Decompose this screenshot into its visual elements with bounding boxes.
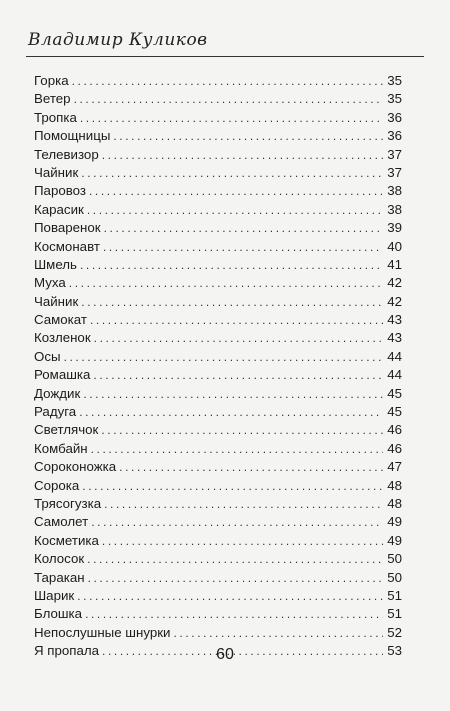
toc-entry-page: 45: [387, 385, 402, 401]
toc-entry: [34, 109, 402, 127]
toc-entry-title: Я пропала: [34, 643, 100, 659]
toc-entry-page: 36: [387, 128, 402, 144]
toc-entry: [34, 440, 402, 458]
toc-entry-page: 50: [387, 569, 402, 585]
toc-leader-dots: [104, 219, 383, 237]
toc-entry-page: 38: [387, 201, 402, 217]
toc-entry-page: 49: [387, 514, 402, 530]
toc-entry: [34, 458, 402, 476]
toc-entry-title: Комбайн: [34, 440, 88, 456]
header-rule: [26, 56, 424, 57]
toc-entry-page: 48: [387, 495, 402, 511]
toc-leader-dots: [90, 311, 383, 329]
toc-entry: [34, 329, 402, 347]
toc-entry-title: Телевизор: [34, 146, 99, 162]
toc-entry-page: 40: [387, 238, 402, 254]
toc-entry-title: Блошка: [34, 606, 83, 622]
toc-leader-dots: [93, 366, 383, 384]
toc-leader-dots: [87, 550, 383, 568]
toc-entry-page: 35: [387, 73, 402, 88]
toc-entry-title: Тропка: [34, 109, 77, 125]
toc-leader-dots: [91, 440, 383, 458]
toc-leader-dots: [88, 569, 383, 587]
toc-entry-title: Сороконожка: [34, 459, 117, 475]
toc-leader-dots: [94, 329, 383, 347]
toc-entry-title: Светлячок: [34, 422, 99, 438]
toc-entry: [34, 605, 402, 623]
toc-leader-dots: [102, 146, 383, 164]
toc-leader-dots: [113, 127, 383, 145]
toc-entry-title: Самолет: [34, 514, 89, 530]
toc-leader-dots: [64, 348, 383, 366]
toc-leader-dots: [74, 90, 383, 108]
toc-entry-title: Чайник: [34, 164, 79, 180]
toc-leader-dots: [81, 293, 383, 311]
toc-leader-dots: [91, 513, 383, 531]
toc-entry-title: Паровоз: [34, 183, 86, 199]
toc-entry: [34, 293, 402, 311]
toc-entry-title: Чайник: [34, 293, 79, 309]
toc-entry: [34, 513, 402, 531]
toc-leader-dots: [80, 256, 383, 274]
toc-entry-title: Помощницы: [34, 128, 111, 144]
toc-entry-page: 51: [387, 587, 402, 603]
toc-leader-dots: [69, 274, 383, 292]
toc-leader-dots: [72, 72, 383, 90]
toc-leader-dots: [85, 605, 383, 623]
toc-leader-dots: [101, 421, 383, 439]
toc-entry: [34, 182, 402, 200]
toc-entry-page: 52: [387, 624, 402, 640]
toc-entry-title: Дождик: [34, 385, 81, 401]
toc-entry-page: 45: [387, 404, 402, 420]
toc-entry-page: 41: [387, 256, 402, 272]
toc-entry: [34, 532, 402, 550]
toc-entry-title: Горка: [34, 73, 69, 88]
toc-entry-page: 43: [387, 312, 402, 328]
toc-entry-page: 39: [387, 220, 402, 236]
toc-entry-title: Осы: [34, 348, 61, 364]
toc-entry: [34, 238, 402, 256]
toc-entry-page: 46: [387, 422, 402, 438]
toc-entry-page: 44: [387, 348, 402, 364]
toc-entry-title: Ветер: [34, 91, 71, 107]
toc-entry-page: 49: [387, 532, 402, 548]
toc-entry-title: Трясогузка: [34, 495, 102, 511]
toc-entry-title: Карасик: [34, 201, 84, 217]
toc-entry-title: Косметика: [34, 532, 99, 548]
toc-entry: [34, 72, 402, 90]
toc-entry: [34, 385, 402, 403]
toc-leader-dots: [87, 201, 383, 219]
toc-entry-page: 43: [387, 330, 402, 346]
toc-entry-page: 37: [387, 146, 402, 162]
toc-entry-page: 48: [387, 477, 402, 493]
toc-entry: [34, 274, 402, 292]
toc-leader-dots: [103, 238, 383, 256]
toc-leader-dots: [79, 403, 383, 421]
toc-entry-title: Ромашка: [34, 367, 91, 383]
running-head: Владимир Куликов: [28, 30, 208, 50]
toc-entry-title: Колосок: [34, 551, 85, 567]
toc-entry-page: 37: [387, 164, 402, 180]
toc-leader-dots: [102, 532, 383, 550]
toc-entry: [34, 90, 402, 108]
toc-entry-page: 44: [387, 367, 402, 383]
toc-entry-page: 46: [387, 440, 402, 456]
toc-entry-title: Непослушные шнурки: [34, 624, 171, 640]
toc-entry-title: Радуга: [34, 404, 77, 420]
toc-entry-page: 47: [387, 459, 402, 475]
toc-entry-page: 38: [387, 183, 402, 199]
toc-entry: [34, 219, 402, 237]
toc-leader-dots: [82, 477, 383, 495]
toc-entry: [34, 164, 402, 182]
toc-leader-dots: [173, 624, 383, 642]
toc-entry: [34, 403, 402, 421]
toc-leader-dots: [89, 182, 383, 200]
toc-entry-page: 51: [387, 606, 402, 622]
toc-entry-page: 36: [387, 109, 402, 125]
toc-entry-title: Козленок: [34, 330, 91, 346]
table-of-contents: [34, 72, 402, 661]
toc-entry-page: 35: [387, 91, 402, 107]
toc-entry: [34, 127, 402, 145]
toc-entry: [34, 587, 402, 605]
toc-leader-dots: [81, 164, 383, 182]
page-number: 60: [216, 646, 234, 663]
toc-entry-page: 50: [387, 551, 402, 567]
toc-entry: [34, 201, 402, 219]
toc-entry-page: 42: [387, 293, 402, 309]
toc-entry: [34, 366, 402, 384]
toc-entry-title: Сорока: [34, 477, 80, 493]
toc-entry: [34, 256, 402, 274]
toc-entry-title: Таракан: [34, 569, 85, 585]
toc-entry: [34, 146, 402, 164]
toc-entry-page: 42: [387, 275, 402, 291]
toc-entry: [34, 348, 402, 366]
toc-entry-title: Космонавт: [34, 238, 100, 254]
toc-leader-dots: [83, 385, 383, 403]
toc-entry: [34, 477, 402, 495]
toc-entry: [34, 495, 402, 513]
toc-entry-title: Шарик: [34, 587, 75, 603]
toc-entry: [34, 550, 402, 568]
toc-entry-title: Поваренок: [34, 220, 101, 236]
toc-entry: [34, 311, 402, 329]
toc-leader-dots: [104, 495, 383, 513]
toc-entry: [34, 569, 402, 587]
toc-entry-title: Самокат: [34, 312, 87, 328]
toc-leader-dots: [80, 109, 383, 127]
toc-entry: [34, 421, 402, 439]
toc-entry: [34, 624, 402, 642]
toc-entry-page: 53: [387, 643, 402, 659]
toc-entry-title: Шмель: [34, 256, 77, 272]
toc-leader-dots: [119, 458, 383, 476]
toc-entry-title: Муха: [34, 275, 66, 291]
toc-leader-dots: [77, 587, 383, 605]
